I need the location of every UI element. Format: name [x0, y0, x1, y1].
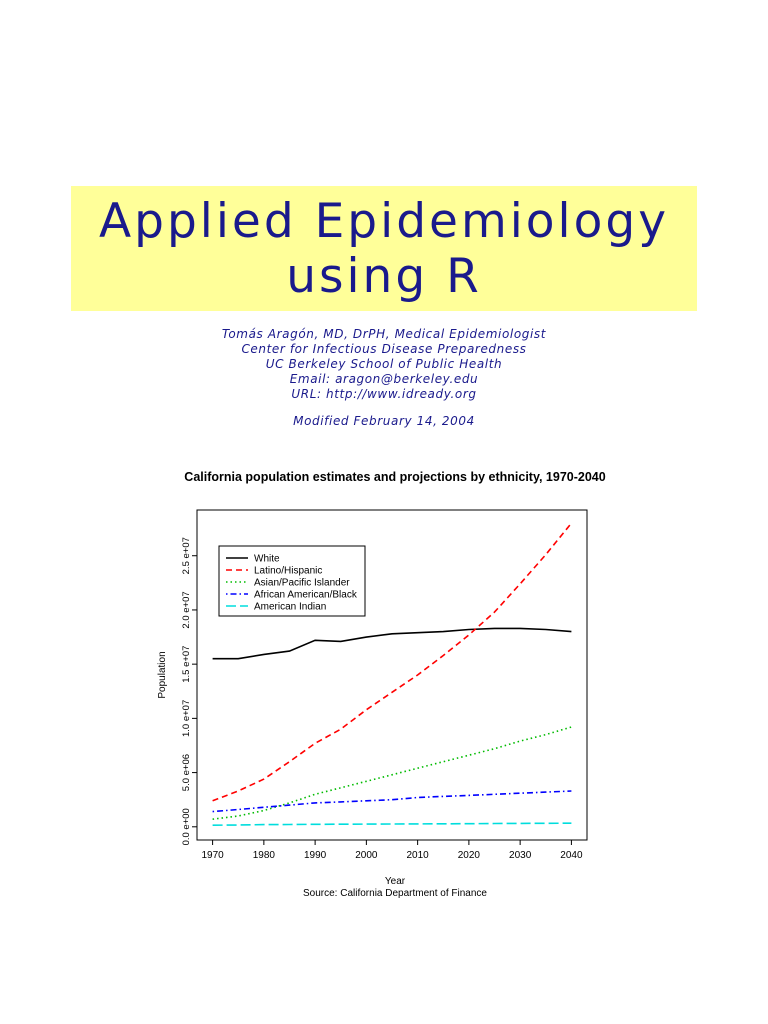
legend — [219, 546, 365, 616]
author-url: URL: http://www.idready.org — [291, 387, 477, 401]
source-note: Source: California Department of Finance — [303, 888, 487, 899]
y-tick-label: 5.0 e+06 — [181, 753, 192, 792]
title-line-2: using R — [286, 249, 482, 304]
legend-label: White — [254, 553, 280, 565]
series-line-african-american-black — [213, 791, 572, 812]
series-line-american-indian — [213, 823, 572, 825]
y-tick-label: 2.0 e+07 — [181, 591, 192, 629]
x-axis — [201, 840, 582, 861]
series-line-white — [213, 628, 572, 658]
y-tick-label: 0.0 e+00 — [181, 808, 192, 846]
title-banner — [71, 186, 697, 311]
chart-title: California population estimates and projections by ethnicity, 1970-2040 — [184, 470, 606, 484]
y-axis — [181, 537, 197, 845]
author-school: UC Berkeley School of Public Health — [265, 357, 503, 371]
population-chart — [150, 463, 620, 903]
author-block — [84, 327, 684, 429]
legend-label: African American/Black — [254, 589, 357, 601]
series-line-asian-pacific-islander — [213, 727, 572, 819]
x-tick-label: 2010 — [406, 850, 429, 861]
x-tick-label: 1980 — [252, 850, 275, 861]
modified-date: Modified February 14, 2004 — [293, 414, 475, 428]
x-axis-label: Year — [384, 876, 406, 887]
legend-label: Asian/Pacific Islander — [254, 577, 350, 589]
y-tick-label: 1.0 e+07 — [181, 699, 192, 737]
y-tick-label: 1.5 e+07 — [181, 645, 192, 683]
y-tick-label: 2.5 e+07 — [181, 537, 192, 575]
x-tick-label: 1970 — [201, 850, 224, 861]
x-tick-label: 2000 — [355, 850, 378, 861]
legend-label: Latino/Hispanic — [254, 565, 323, 577]
x-tick-label: 2020 — [457, 850, 481, 861]
author-email: Email: aragon@berkeley.edu — [289, 372, 479, 386]
title-line-1: Applied Epidemiology — [98, 194, 670, 249]
y-axis-label: Population — [157, 651, 168, 699]
x-tick-label: 2030 — [509, 850, 532, 861]
author-center: Center for Infectious Disease Preparedness — [241, 342, 527, 356]
x-tick-label: 1990 — [303, 850, 327, 861]
legend-label: American Indian — [254, 601, 327, 613]
x-tick-label: 2040 — [560, 850, 583, 861]
author-name: Tomás Aragón, MD, DrPH, Medical Epidemiologist — [221, 327, 547, 341]
